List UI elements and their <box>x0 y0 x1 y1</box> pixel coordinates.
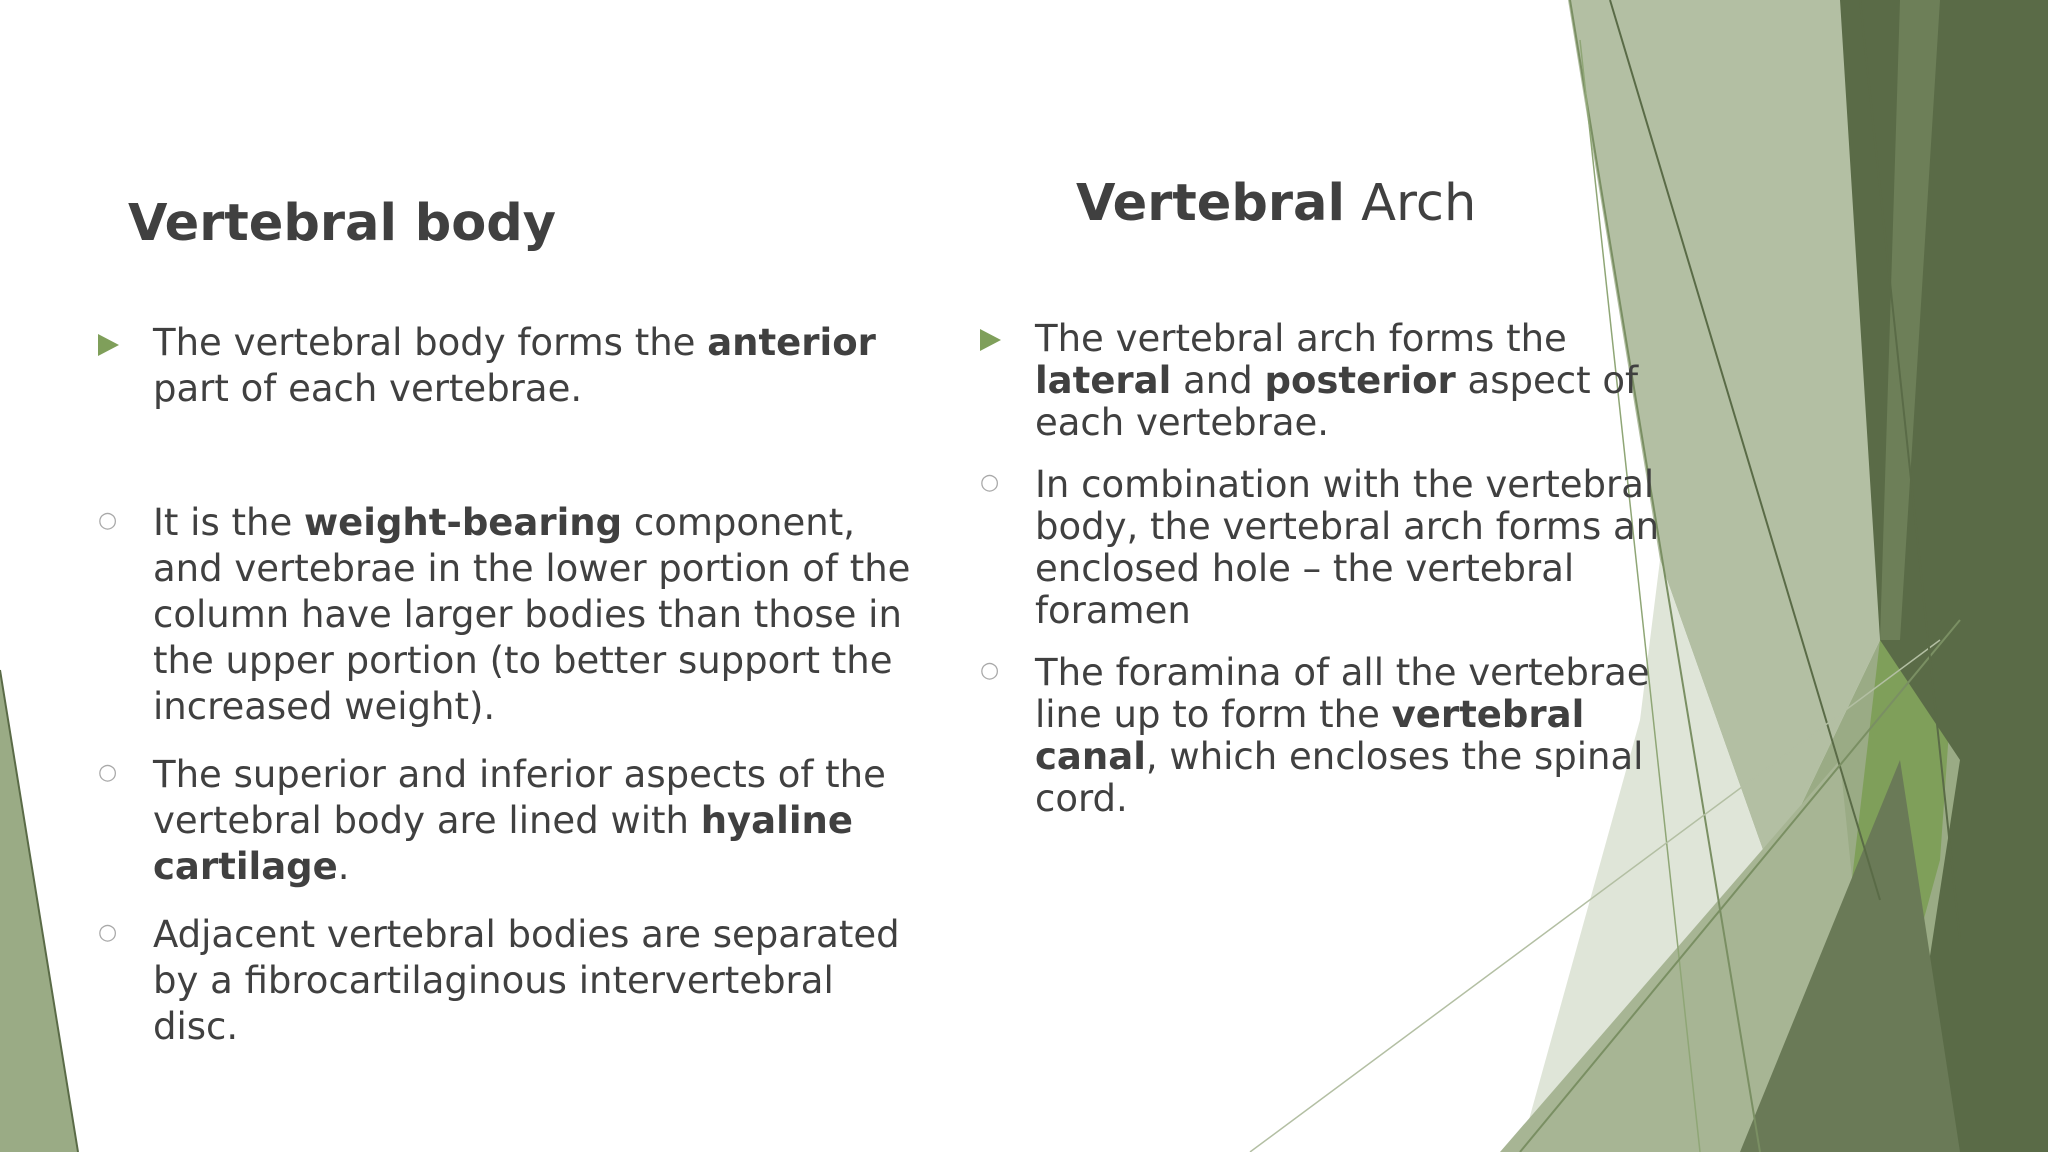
bullet-text: The superior and inferior aspects of the vertebral body are lined with <box>153 753 886 842</box>
bullet-text: component, and vertebrae in the lower portion of the column have larger bodies than those in the upper portion (to better support the increased weight). <box>153 501 911 728</box>
bullet-item <box>98 320 928 412</box>
bullet-item <box>98 912 928 1050</box>
circle-bullet-icon: ○ <box>98 920 118 945</box>
bold-text: weight-bearing <box>303 501 623 544</box>
triangle-bullet-icon <box>98 334 119 356</box>
bullet-item <box>980 318 1700 444</box>
bullet-text: The vertebral body forms the <box>153 321 708 364</box>
bullet-text: and <box>1171 359 1265 402</box>
bold-text: vertebral canal <box>1035 693 1585 778</box>
bullet-text: It is the <box>153 501 304 544</box>
left-bullet-list <box>98 320 928 1050</box>
circle-bullet-icon: ○ <box>980 470 1000 495</box>
bullet-item <box>980 652 1700 820</box>
bullet-text: part of each vertebrae. <box>153 367 583 410</box>
bullet-text: Adjacent vertebral bodies are separated by a fibrocartilaginous intervertebral disc. <box>153 913 900 1048</box>
bullet-item <box>980 464 1700 632</box>
bullet-item <box>98 500 928 730</box>
bullet-text: In combination with the vertebral body, the vertebral arch forms an enclosed hole – the vertebral foramen <box>1035 463 1660 632</box>
right-heading <box>1076 174 1477 233</box>
bullet-text: . <box>337 845 350 888</box>
circle-bullet-icon: ○ <box>98 760 118 785</box>
bold-text: posterior <box>1264 359 1456 402</box>
bullet-text: The foramina of all the vertebrae line up to form the <box>1035 651 1650 736</box>
right-bullet-list <box>980 318 1700 820</box>
circle-bullet-icon: ○ <box>980 658 1000 683</box>
left-heading: Vertebral body <box>128 194 556 253</box>
right-heading-rest: Arch <box>1344 174 1477 233</box>
circle-bullet-icon: ○ <box>98 508 118 533</box>
bold-text: lateral <box>1035 359 1172 402</box>
bullet-text: The vertebral arch forms the <box>1035 317 1567 360</box>
bullet-text: aspect of each vertebrae. <box>1035 359 1639 444</box>
triangle-bullet-icon <box>980 329 1001 351</box>
bold-text: anterior <box>707 321 876 364</box>
bullet-text: , which encloses the spinal cord. <box>1035 735 1644 820</box>
bold-text: hyaline cartilage <box>153 799 853 888</box>
right-heading-bold: Vertebral <box>1076 174 1345 233</box>
bullet-item <box>98 752 928 890</box>
